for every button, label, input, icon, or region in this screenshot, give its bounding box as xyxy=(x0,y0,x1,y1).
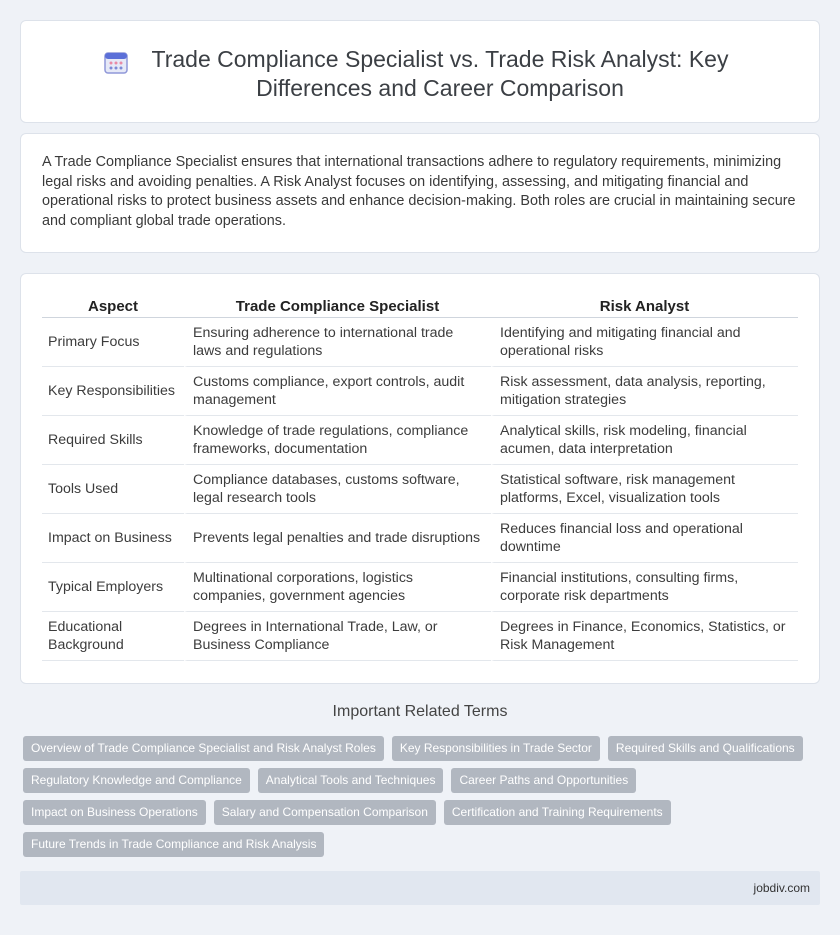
risk-cell: Identifying and mitigating financial and operational risks xyxy=(491,318,798,367)
table-row xyxy=(42,367,798,416)
compliance-cell: Knowledge of trade regulations, compliance frameworks, documentation xyxy=(184,416,491,465)
aspect-cell: Impact on Business xyxy=(42,514,184,563)
compliance-cell: Ensuring adherence to international trade laws and regulations xyxy=(184,318,491,367)
compliance-cell: Prevents legal penalties and trade disruptions xyxy=(184,514,491,563)
header-card xyxy=(20,20,820,123)
related-term-tag[interactable]: Required Skills and Qualifications xyxy=(608,736,803,761)
aspect-cell: Key Responsibilities xyxy=(42,367,184,416)
risk-cell: Financial institutions, consulting firms, corporate risk departments xyxy=(491,563,798,612)
aspect-cell: Primary Focus xyxy=(42,318,184,367)
aspect-cell: Typical Employers xyxy=(42,563,184,612)
page-title: Trade Compliance Specialist vs. Trade Risk Analyst: Key Differences and Career Comparison xyxy=(151,46,729,101)
compliance-cell: Multinational corporations, logistics companies, government agencies xyxy=(184,563,491,612)
footer-site-link[interactable]: jobdiv.com xyxy=(753,881,810,895)
related-term-tag[interactable]: Key Responsibilities in Trade Sector xyxy=(392,736,600,761)
table-header-row xyxy=(42,296,798,318)
related-terms-heading: Important Related Terms xyxy=(332,703,508,720)
calendar-icon xyxy=(103,49,129,75)
related-term-tag[interactable]: Overview of Trade Compliance Specialist and Risk Analyst Roles xyxy=(23,736,384,761)
table-row xyxy=(42,416,798,465)
footer xyxy=(20,871,820,905)
compliance-cell: Compliance databases, customs software, legal research tools xyxy=(184,465,491,514)
related-term-tag[interactable]: Analytical Tools and Techniques xyxy=(258,768,444,793)
table-row xyxy=(42,318,798,367)
title-block xyxy=(21,45,819,103)
header-risk-analyst: Risk Analyst xyxy=(491,296,798,318)
related-term-tag[interactable]: Regulatory Knowledge and Compliance xyxy=(23,768,250,793)
risk-cell: Statistical software, risk management platforms, Excel, visualization tools xyxy=(491,465,798,514)
related-term-tag[interactable]: Career Paths and Opportunities xyxy=(451,768,636,793)
related-terms-tags xyxy=(23,736,813,864)
header-trade-compliance-specialist: Trade Compliance Specialist xyxy=(184,296,491,318)
comparison-card xyxy=(20,273,820,684)
related-term-tag[interactable]: Future Trends in Trade Compliance and Risk Analysis xyxy=(23,832,324,857)
table-row xyxy=(42,563,798,612)
risk-cell: Degrees in Finance, Economics, Statistics, or Risk Management xyxy=(491,612,798,661)
intro-paragraph: A Trade Compliance Specialist ensures that international transactions adhere to regulatory requirements, minimizing legal risks and avoiding penalties. A Risk Analyst focuses on identifying, assessing, and mitigating financial and operational risks to protect business assets and enhance decision-making. Both roles are crucial in maintaining secure and compliant global trade operations. xyxy=(42,154,796,229)
compliance-cell: Customs compliance, export controls, audit management xyxy=(184,367,491,416)
related-term-tag[interactable]: Impact on Business Operations xyxy=(23,800,206,825)
intro-card xyxy=(20,133,820,253)
table-row xyxy=(42,514,798,563)
compliance-cell: Degrees in International Trade, Law, or Business Compliance xyxy=(184,612,491,661)
comparison-table xyxy=(42,296,798,661)
aspect-cell: Required Skills xyxy=(42,416,184,465)
table-row xyxy=(42,612,798,661)
table-row xyxy=(42,465,798,514)
risk-cell: Risk assessment, data analysis, reporting, mitigation strategies xyxy=(491,367,798,416)
aspect-cell: Educational Background xyxy=(42,612,184,661)
related-term-tag[interactable]: Salary and Compensation Comparison xyxy=(214,800,436,825)
related-term-tag[interactable]: Certification and Training Requirements xyxy=(444,800,671,825)
risk-cell: Reduces financial loss and operational downtime xyxy=(491,514,798,563)
risk-cell: Analytical skills, risk modeling, financial acumen, data interpretation xyxy=(491,416,798,465)
aspect-cell: Tools Used xyxy=(42,465,184,514)
header-aspect: Aspect xyxy=(42,296,184,318)
